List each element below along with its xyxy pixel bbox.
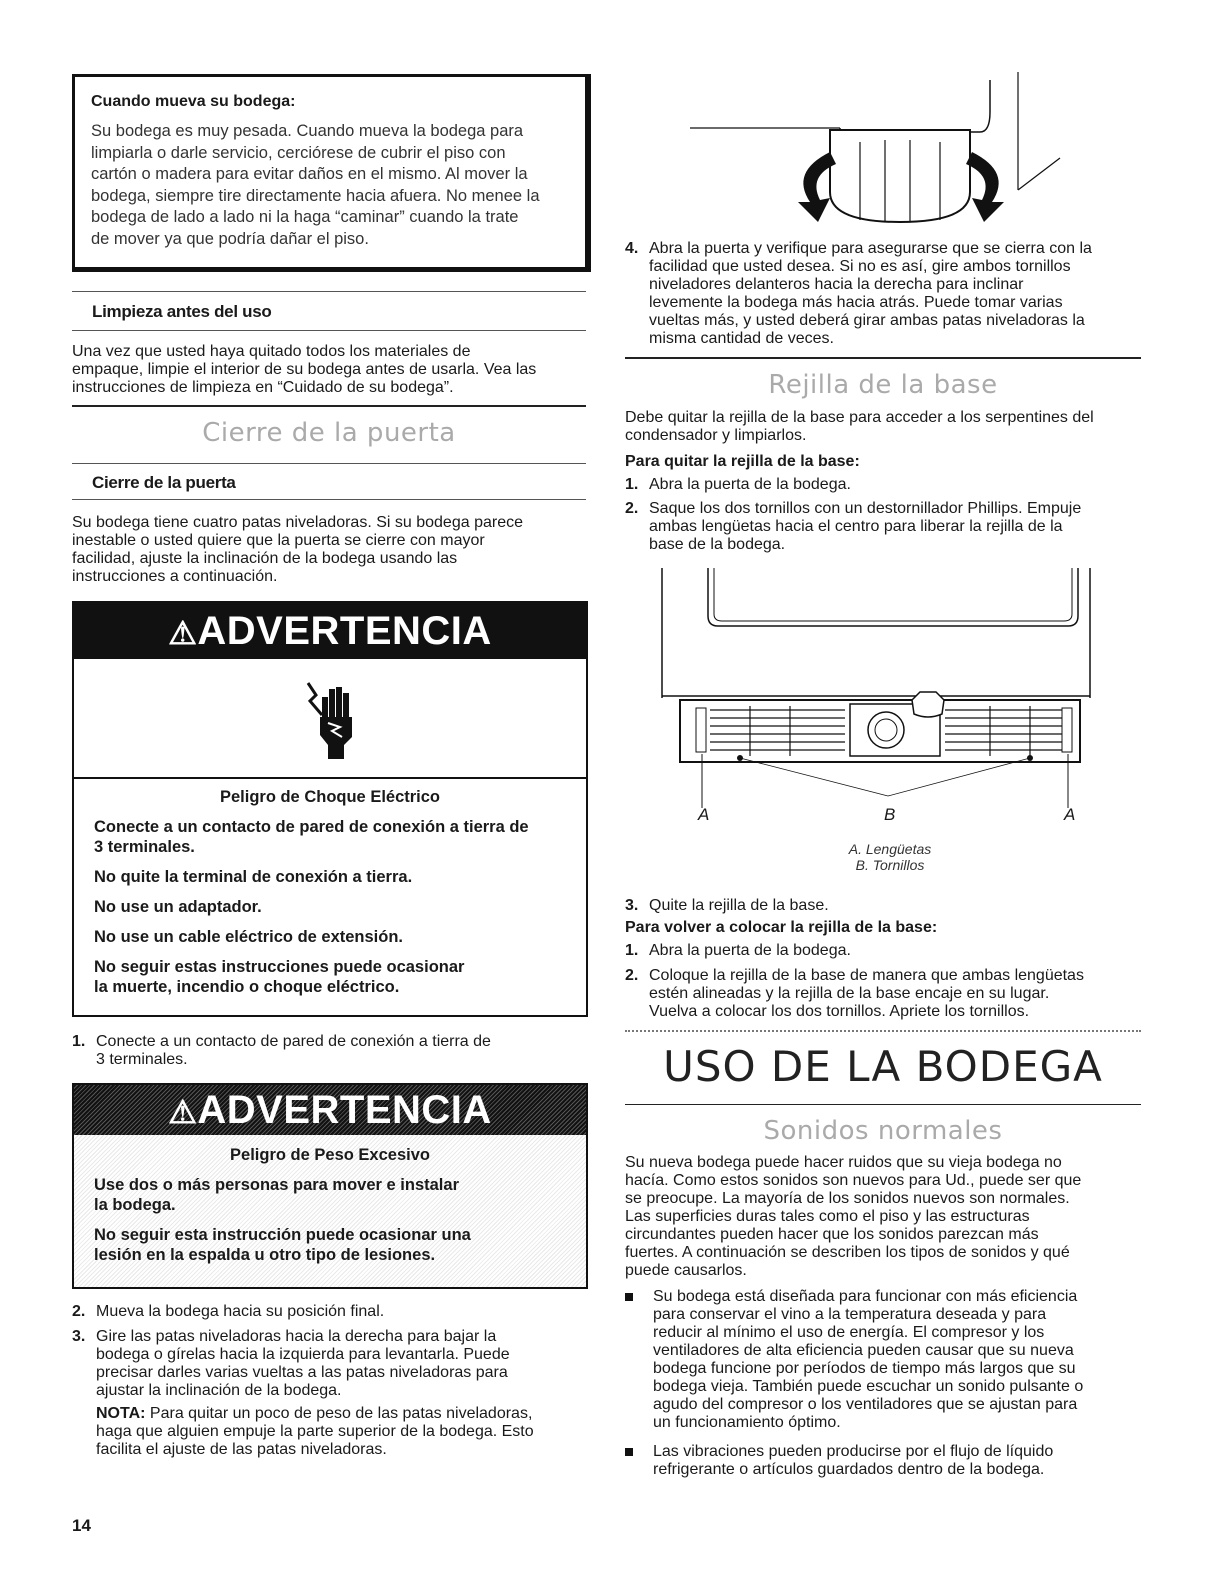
cierre-section-title: Cierre de la puerta (202, 418, 456, 448)
caution-title: Cuando mueva su bodega: (91, 93, 296, 110)
caution-line: cartón o madera para evitar daños en el mismo. Al mover la (91, 165, 528, 183)
text-line: reducir al mínimo el uso de energía. El compresor y los (653, 1324, 1045, 1341)
sonidos-bullet-1 (625, 1288, 1145, 1438)
text-line: empaque, limpie el interior de su bodega antes de usarla. Vea las (72, 361, 537, 378)
text-line: levemente la bodega más hacia atrás. Puede tomar varias (649, 294, 1063, 311)
label-a-left: A (698, 805, 710, 824)
text-line: Su bodega tiene cuatro patas niveladoras. Si su bodega parece (72, 514, 523, 531)
step-2 (72, 1303, 592, 1323)
warning-header (74, 1085, 586, 1135)
rejilla-section-title: Rejilla de la base (768, 370, 998, 400)
text-line: ventiladores de alta eficiencia pueden causar que su nueva (653, 1342, 1074, 1359)
remove-heading: Para quitar la rejilla de la base: (625, 453, 860, 470)
text-line: Vuelva a colocar los dos tornillos. Apriete los tornillos. (649, 1003, 1030, 1020)
remove-step-1 (625, 476, 1143, 496)
text-line: para conservar el vino a la temperatura deseada y para (653, 1306, 1047, 1323)
text-line: Conecte a un contacto de pared de conexión a tierra de (96, 1033, 491, 1050)
step-number: 2. (625, 967, 639, 984)
warning-icon-area (74, 659, 586, 779)
excessive-weight-warning (72, 1083, 588, 1289)
warning-line: Conecte a un contacto de pared de conexión a tierra de (94, 818, 529, 836)
text-line: Abra la puerta de la bodega. (649, 942, 851, 959)
warning-line: la bodega. (94, 1196, 176, 1214)
limpieza-text (72, 343, 592, 397)
text-line: precisar darles varias vueltas a las patas niveladoras para (96, 1364, 508, 1381)
text-line: circundantes pueden hacer que los sonidos parezcan más (625, 1226, 1039, 1243)
text-line: Coloque la rejilla de la base de manera que ambas lengüetas (649, 967, 1084, 984)
caution-box (72, 74, 591, 272)
section-rule (72, 405, 586, 407)
step-number: 1. (625, 942, 639, 959)
hazard-title: Peligro de Peso Excesivo (230, 1146, 430, 1164)
note-label: NOTA: (96, 1405, 146, 1422)
step-number: 3. (625, 897, 639, 914)
step-number: 1. (625, 476, 639, 493)
text-line: Debe quitar la rejilla de la base para acceder a los serpentines del (625, 409, 1094, 426)
text-line: ajustar la inclinación de la bodega. (96, 1382, 342, 1399)
text-line: base de la bodega. (649, 536, 786, 553)
text-line: Una vez que usted haya quitado todos los materiales de (72, 343, 471, 360)
page-number: 14 (72, 1516, 91, 1535)
warning-line: la muerte, incendio o choque eléctrico. (94, 978, 400, 996)
electric-shock-icon (306, 675, 362, 761)
text-line: facilita el ajuste de las patas niveladoras. (96, 1441, 387, 1458)
text-line: Para quitar un poco de peso de las patas niveladoras, (145, 1405, 533, 1422)
sonidos-bullet-2 (625, 1443, 1145, 1483)
bullet-icon (625, 1448, 633, 1456)
warning-line: lesión en la espalda u otro tipo de lesiones. (94, 1246, 436, 1264)
caution-line: bodega, siempre tire directamente hacia afuera. No menee la (91, 186, 540, 205)
text-line: bodega vieja. También puede escuchar un sonido pulsante o (653, 1378, 1084, 1395)
warning-line: No use un cable eléctrico de extensión. (94, 928, 404, 946)
step-1 (72, 1033, 592, 1073)
text-line: Abra la puerta y verifique para asegurarse que se cierra con la (649, 240, 1092, 257)
text-line: facilidad, ajuste la inclinación de la bodega usando las (72, 550, 458, 567)
divider (72, 463, 586, 464)
warning-line: No seguir esta instrucción puede ocasionar una (94, 1226, 471, 1244)
legend-item: B. Tornillos (855, 857, 925, 873)
warning-line: Use dos o más personas para mover e instalar (94, 1176, 459, 1194)
step-number: 2. (625, 500, 639, 517)
warning-line: No quite la terminal de conexión a tierra. (94, 868, 413, 886)
text-line: Las vibraciones pueden producirse por el flujo de líquido (653, 1443, 1054, 1460)
leveling-leg-illustration (690, 72, 1070, 232)
step-number: 1. (72, 1033, 86, 1050)
step-number: 2. (72, 1303, 86, 1320)
text-line: instrucciones de limpieza en “Cuidado de su bodega”. (72, 379, 454, 396)
text-line: condensador y limpiarlos. (625, 427, 807, 444)
text-line: hacía. Como estos sonidos son nuevos para Ud., puede ser que (625, 1172, 1082, 1189)
text-line: inestable o usted quiere que la puerta se cierre con mayor (72, 532, 485, 549)
replace-heading: Para volver a colocar la rejilla de la base: (625, 919, 938, 936)
warning-line: 3 terminales. (94, 838, 195, 856)
divider (72, 330, 586, 331)
text-line: haga que alguien empuje la parte superior de la bodega. Esto (96, 1423, 534, 1440)
text-line: puede causarlos. (625, 1262, 747, 1279)
base-grille-illustration (650, 568, 1110, 808)
text-line: Abra la puerta de la bodega. (649, 476, 851, 493)
warning-line: No use un adaptador. (94, 898, 262, 916)
text-line: Su bodega está diseñada para funcionar con más eficiencia (653, 1288, 1078, 1305)
step-number: 3. (72, 1328, 86, 1345)
caution-line: de mover ya que podría dañar el piso. (91, 229, 369, 248)
text-line: agudo del compresor o los ventiladores que se ajustan para (653, 1396, 1078, 1413)
divider (72, 291, 586, 292)
chapter-title: USO DE LA BODEGA (663, 1042, 1103, 1091)
text-line: misma cantidad de veces. (649, 330, 834, 347)
warning-header-text: ADVERTENCIA (197, 609, 492, 653)
caution-line: bodega de lado a lado ni la haga “caminar” cuando la trate (91, 208, 519, 226)
text-line: bodega funcione por períodos de tiempo más largos que su (653, 1360, 1076, 1377)
label-b: B (884, 805, 896, 824)
text-line: estén alineadas y la rejilla de la base encaje en su lugar. (649, 985, 1050, 1002)
rejilla-step-3 (625, 897, 1143, 917)
text-line: refrigerante o artículos guardados dentro de la bodega. (653, 1461, 1045, 1478)
text-line: Quite la rejilla de la base. (649, 897, 829, 914)
sonidos-section-title: Sonidos normales (763, 1116, 1003, 1146)
bullet-icon (625, 1293, 633, 1301)
warning-header (74, 603, 586, 659)
electric-shock-warning (72, 601, 588, 1017)
text-line: facilidad que usted desea. Si no es así, gire ambos tornillos (649, 258, 1071, 275)
label-a-right: A (1064, 805, 1076, 824)
caution-line: Su bodega es muy pesada. Cuando mueva la bodega para (91, 122, 524, 140)
chapter-rule (625, 1030, 1141, 1032)
text-line: Mueva la bodega hacia su posición final. (96, 1303, 385, 1320)
text-line: Saque los dos tornillos con un destornillador Phillips. Empuje (649, 500, 1082, 517)
text-line: bodega o gírelas hacia la izquierda para levantarla. Puede (96, 1346, 510, 1363)
warning-triangle-icon: ⚠ (168, 1094, 198, 1130)
step-3 (72, 1328, 592, 1468)
caution-text (91, 121, 571, 250)
text-line: instrucciones a continuación. (72, 568, 278, 585)
sonidos-intro (625, 1154, 1145, 1280)
text-line: niveladores delanteros hacia la derecha para inclinar (649, 276, 1024, 293)
warning-triangle-icon: ⚠ (168, 615, 198, 651)
cierre-text (72, 514, 592, 586)
hazard-title: Peligro de Choque Eléctrico (219, 788, 441, 806)
section-rule (625, 357, 1141, 359)
text-line: ambas lengüetas hacia el centro para liberar la rejilla de la (649, 518, 1063, 535)
rejilla-intro (625, 409, 1145, 445)
replace-step-2 (625, 967, 1143, 1023)
cierre-heading: Cierre de la puerta (92, 473, 236, 492)
text-line: Gire las patas niveladoras hacia la derecha para bajar la (96, 1328, 497, 1345)
text-line: Su nueva bodega puede hacer ruidos que su vieja bodega no (625, 1154, 1062, 1171)
remove-step-2 (625, 500, 1143, 556)
step-4 (625, 240, 1143, 350)
text-line: Las superficies duras tales como el piso y las estructuras (625, 1208, 1030, 1225)
replace-step-1 (625, 942, 1143, 962)
warning-line: No seguir estas instrucciones puede ocasionar (94, 958, 465, 976)
text-line: un funcionamiento óptimo. (653, 1414, 841, 1431)
warning-header-text: ADVERTENCIA (197, 1088, 492, 1132)
text-line: se preocupe. La mayoría de los sonidos nuevos son normales. (625, 1190, 1070, 1207)
divider (72, 499, 586, 500)
step-number: 4. (625, 240, 639, 257)
legend-item: A. Lengüetas (848, 841, 932, 857)
note-line (96, 1405, 592, 1423)
text-line: vueltas más, y usted deberá girar ambas patas niveladoras la (649, 312, 1085, 329)
limpieza-heading: Limpieza antes del uso (92, 302, 272, 321)
section-rule (625, 1104, 1141, 1105)
caution-line: limpiarla o darle servicio, cerciórese de cubrir el piso con (91, 143, 506, 162)
text-line: 3 terminales. (96, 1051, 188, 1068)
text-line: fuertes. A continuación se describen los tipos de sonidos y qué (625, 1244, 1070, 1261)
figure-legend (800, 841, 980, 873)
